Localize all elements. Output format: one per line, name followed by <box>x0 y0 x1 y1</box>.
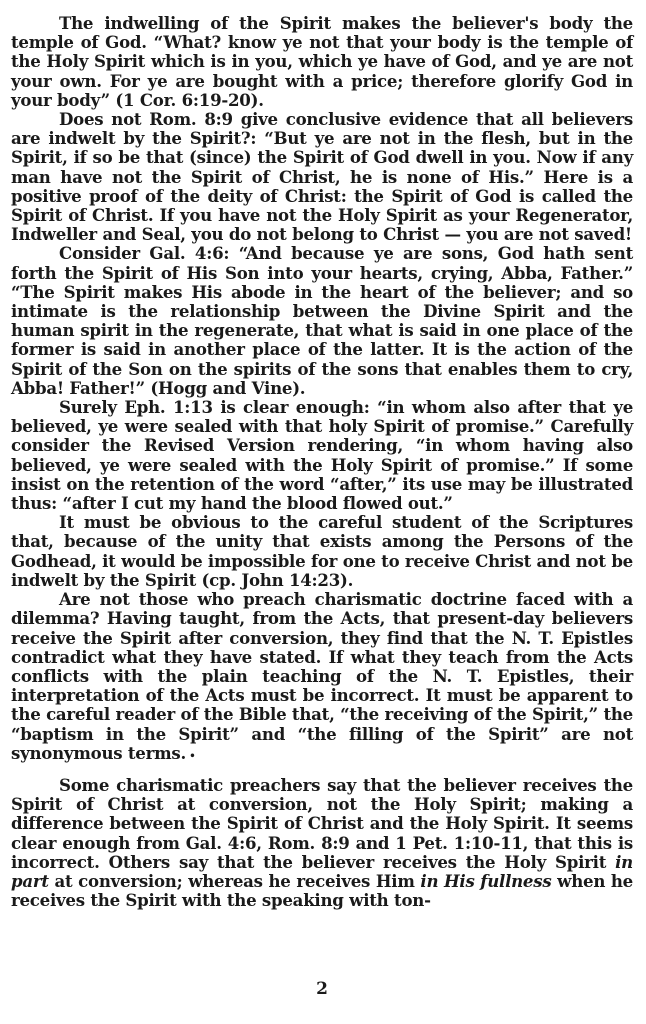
paragraph-segment: at conversion; whereas he receives Him <box>48 870 421 891</box>
paragraph-romans-8-9: Does not Rom. 8:9 give conclusive evidence that all believers are indwelt by the Spirit?: “But ye are not in the flesh, but in the Spirit, if so be that (since) the Spirit of God dwell in you. Now if any man have not the Spirit of Christ, he is none of His.” Here is a positive proof of the deity of Christ: the Spirit of God is called the Spirit of Christ. If you have not the Holy Spirit as your Regenerator, Indweller and Seal, you do not belong to Christ — you are not saved! <box>11 109 633 245</box>
paragraph-temple-of-god: The indwelling of the Spirit makes the believer's body the temple of God. “What? know ye not that your body is the temple of the Holy Spirit which is in you, which ye have of God, and ye are not your own. For ye are bought with a price; therefore glorify God in your body” (1 Cor. 6:19-20). <box>11 13 633 110</box>
paragraph-charismatic-dilemma: Are not those who preach charismatic doctrine faced with a dilemma? Having taught, from the Acts, that present-day believers receive the Spirit after conversion, they find that the N. T. Epistles contradict what they have stated. If what they teach from the Acts conflicts with the plain teaching of the N. T. Epistles, their interpretation of the Acts must be incorrect. It must be apparent to the careful reader of the Bible that, “the receiving of the Spirit,” the “baptism in the Spirit” and “the filling of the Spirit” are not synonymous terms. • <box>11 590 633 766</box>
paragraph-segment-italic: in part <box>11 851 633 891</box>
document-page <box>11 14 633 1014</box>
paragraph-segment-italic: in His fullness <box>420 870 552 891</box>
paragraph-segment: when he receives the Spirit with the speaking with ton- <box>11 870 633 911</box>
paragraph-unity-of-godhead: It must be obvious to the careful student of the Scriptures that, because of the unity that exists among the Persons of the Godhead, it would be impossible for one to receive Christ and not be indwelt by the Spirit (cp. John 14:23). <box>11 512 633 590</box>
paragraph-spirit-of-christ <box>11 776 633 910</box>
paragraph-ephesians-1-13: Surely Eph. 1:13 is clear enough: “in whom also after that ye believed, ye were sealed with that holy Spirit of promise.” Carefully consider the Revised Version rendering, “in whom having also believed, ye were sealed with the Holy Spirit of promise.” If some insist on the retention of the word “after,” its use may be illustrated thus: “after I cut my hand the blood flowed out.” <box>11 397 633 514</box>
paragraph-segment: Some charismatic preachers say that the believer receives the Spirit of Christ at conversion, not the Holy Spirit; making a difference between the Spirit of Christ and the Holy Spirit. It seems clear enough from Gal. 4:6, Rom. 8:9 and 1 Pet. 1:10-11, that this is incorrect. Others say that the believer receives the Holy Spirit <box>11 774 633 872</box>
paragraph-galatians-4-6: Consider Gal. 4:6: “And because ye are sons, God hath sent forth the Spirit of His Son into your hearts, crying, Abba, Father.” “The Spirit makes His abode in the heart of the believer; and so intimate is the relationship between the Divine Spirit and the human spirit in the regenerate, that what is said in one place of the former is said in another place of the latter. It is the action of the Spirit of the Son on the spirits of the sons that enables them to cry, Abba! Father!” (Hogg and Vine). <box>11 243 633 398</box>
page-number: 2 <box>316 979 328 999</box>
